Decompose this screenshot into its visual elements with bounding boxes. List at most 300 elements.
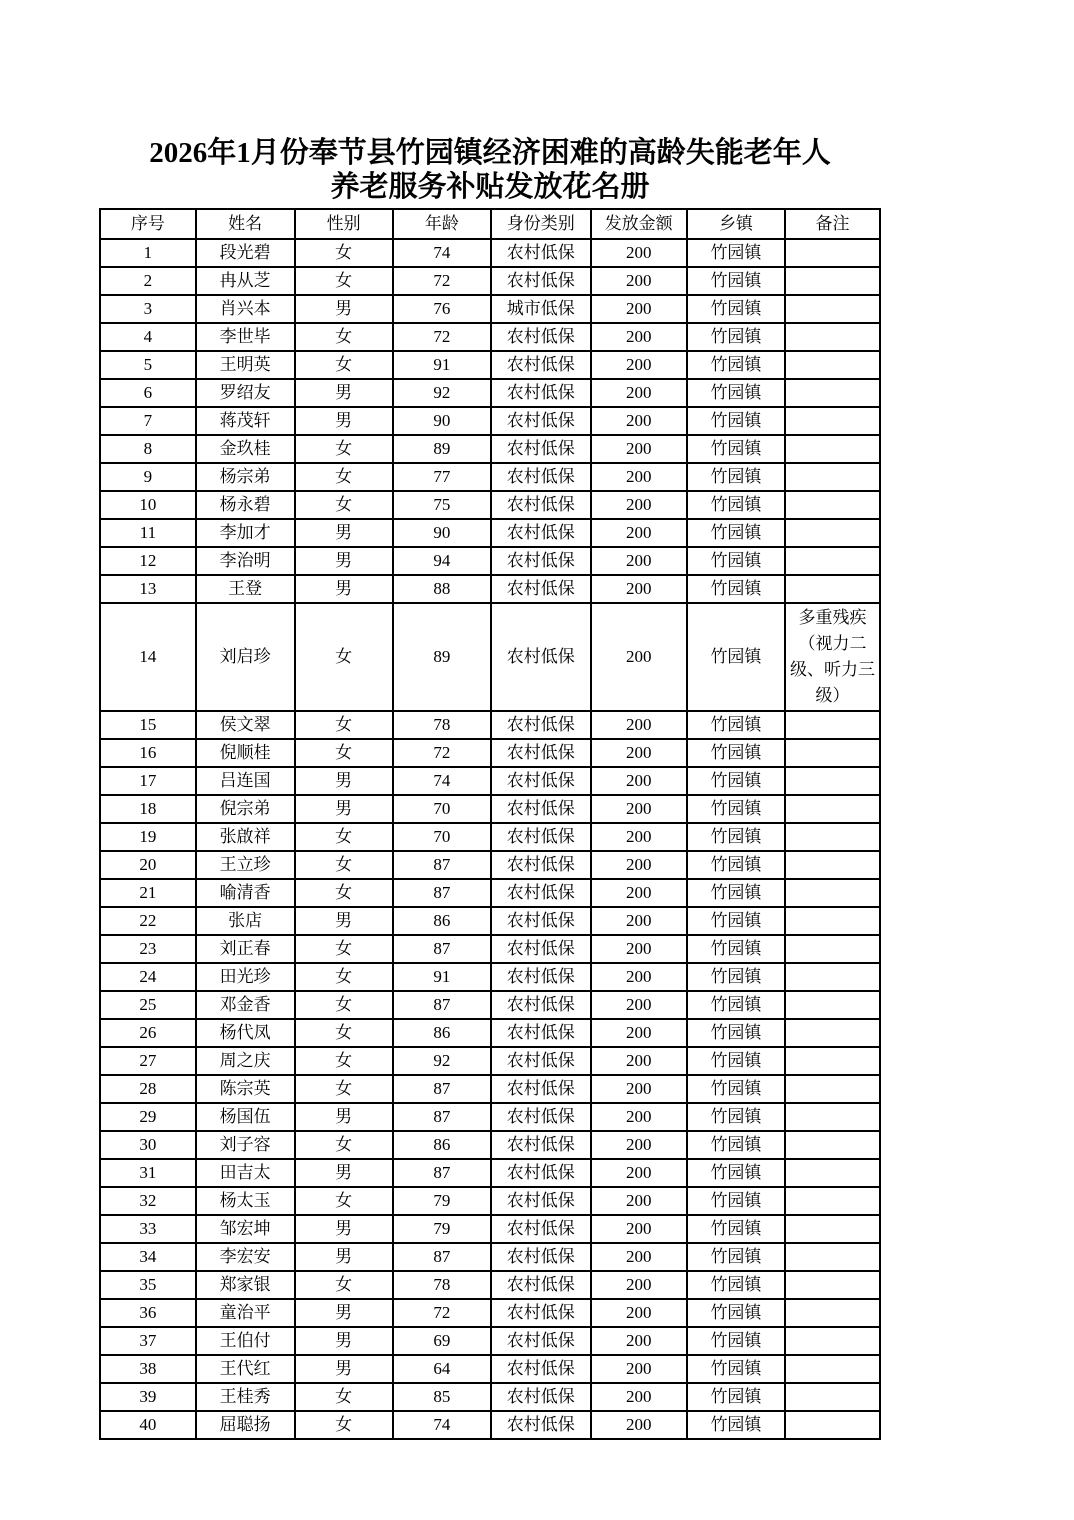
cell-amount: 200 bbox=[591, 1103, 687, 1131]
cell-township: 竹园镇 bbox=[687, 1271, 785, 1299]
cell-age: 69 bbox=[393, 1327, 491, 1355]
table-row bbox=[100, 767, 880, 795]
cell-gender: 男 bbox=[295, 379, 393, 407]
cell-township: 竹园镇 bbox=[687, 603, 785, 711]
cell-index: 12 bbox=[100, 547, 196, 575]
cell-amount: 200 bbox=[591, 351, 687, 379]
cell-category: 农村低保 bbox=[491, 711, 591, 739]
cell-age: 90 bbox=[393, 407, 491, 435]
cell-gender: 女 bbox=[295, 463, 393, 491]
table-row bbox=[100, 1019, 880, 1047]
cell-category: 农村低保 bbox=[491, 575, 591, 603]
cell-age: 92 bbox=[393, 379, 491, 407]
cell-age: 64 bbox=[393, 1355, 491, 1383]
cell-category: 农村低保 bbox=[491, 1383, 591, 1411]
cell-gender: 女 bbox=[295, 935, 393, 963]
cell-gender: 女 bbox=[295, 351, 393, 379]
cell-name: 屈聪扬 bbox=[196, 1411, 295, 1439]
cell-township: 竹园镇 bbox=[687, 851, 785, 879]
cell-gender: 男 bbox=[295, 407, 393, 435]
cell-amount: 200 bbox=[591, 1131, 687, 1159]
cell-age: 72 bbox=[393, 1299, 491, 1327]
cell-age: 94 bbox=[393, 547, 491, 575]
cell-index: 26 bbox=[100, 1019, 196, 1047]
cell-age: 89 bbox=[393, 603, 491, 711]
cell-remark bbox=[785, 1019, 880, 1047]
cell-township: 竹园镇 bbox=[687, 1131, 785, 1159]
cell-township: 竹园镇 bbox=[687, 547, 785, 575]
cell-index: 35 bbox=[100, 1271, 196, 1299]
table-row bbox=[100, 547, 880, 575]
cell-gender: 女 bbox=[295, 991, 393, 1019]
cell-remark bbox=[785, 1187, 880, 1215]
cell-category: 农村低保 bbox=[491, 407, 591, 435]
cell-township: 竹园镇 bbox=[687, 323, 785, 351]
cell-township: 竹园镇 bbox=[687, 1019, 785, 1047]
cell-amount: 200 bbox=[591, 907, 687, 935]
cell-category: 农村低保 bbox=[491, 519, 591, 547]
cell-gender: 女 bbox=[295, 963, 393, 991]
cell-name: 冉从芝 bbox=[196, 267, 295, 295]
cell-gender: 女 bbox=[295, 851, 393, 879]
cell-index: 2 bbox=[100, 267, 196, 295]
cell-name: 邓金香 bbox=[196, 991, 295, 1019]
cell-category: 农村低保 bbox=[491, 603, 591, 711]
cell-gender: 女 bbox=[295, 1271, 393, 1299]
cell-amount: 200 bbox=[591, 1159, 687, 1187]
cell-age: 72 bbox=[393, 323, 491, 351]
cell-category: 农村低保 bbox=[491, 1047, 591, 1075]
cell-name: 李世毕 bbox=[196, 323, 295, 351]
table-row bbox=[100, 991, 880, 1019]
table-body bbox=[100, 239, 880, 1439]
cell-township: 竹园镇 bbox=[687, 1075, 785, 1103]
cell-category: 城市低保 bbox=[491, 295, 591, 323]
cell-name: 王桂秀 bbox=[196, 1383, 295, 1411]
cell-amount: 200 bbox=[591, 1355, 687, 1383]
cell-remark bbox=[785, 379, 880, 407]
cell-name: 杨永碧 bbox=[196, 491, 295, 519]
cell-index: 16 bbox=[100, 739, 196, 767]
cell-amount: 200 bbox=[591, 323, 687, 351]
cell-amount: 200 bbox=[591, 879, 687, 907]
table-row bbox=[100, 491, 880, 519]
cell-remark bbox=[785, 1383, 880, 1411]
cell-name: 陈宗英 bbox=[196, 1075, 295, 1103]
cell-category: 农村低保 bbox=[491, 935, 591, 963]
cell-index: 23 bbox=[100, 935, 196, 963]
cell-category: 农村低保 bbox=[491, 267, 591, 295]
header-index: 序号 bbox=[100, 209, 196, 239]
cell-name: 罗绍友 bbox=[196, 379, 295, 407]
cell-gender: 女 bbox=[295, 323, 393, 351]
cell-remark bbox=[785, 823, 880, 851]
cell-category: 农村低保 bbox=[491, 1243, 591, 1271]
cell-remark bbox=[785, 907, 880, 935]
cell-name: 童治平 bbox=[196, 1299, 295, 1327]
cell-remark bbox=[785, 767, 880, 795]
cell-index: 20 bbox=[100, 851, 196, 879]
cell-category: 农村低保 bbox=[491, 879, 591, 907]
cell-amount: 200 bbox=[591, 711, 687, 739]
cell-amount: 200 bbox=[591, 1075, 687, 1103]
cell-gender: 女 bbox=[295, 603, 393, 711]
cell-age: 87 bbox=[393, 851, 491, 879]
cell-index: 4 bbox=[100, 323, 196, 351]
cell-township: 竹园镇 bbox=[687, 1215, 785, 1243]
cell-remark bbox=[785, 1159, 880, 1187]
cell-amount: 200 bbox=[591, 739, 687, 767]
table-row bbox=[100, 1355, 880, 1383]
cell-name: 肖兴本 bbox=[196, 295, 295, 323]
cell-amount: 200 bbox=[591, 1271, 687, 1299]
cell-remark bbox=[785, 267, 880, 295]
cell-gender: 男 bbox=[295, 795, 393, 823]
cell-index: 34 bbox=[100, 1243, 196, 1271]
cell-name: 李治明 bbox=[196, 547, 295, 575]
cell-category: 农村低保 bbox=[491, 1159, 591, 1187]
cell-township: 竹园镇 bbox=[687, 575, 785, 603]
cell-remark bbox=[785, 323, 880, 351]
cell-amount: 200 bbox=[591, 1383, 687, 1411]
table-row bbox=[100, 1327, 880, 1355]
cell-age: 87 bbox=[393, 1075, 491, 1103]
cell-gender: 女 bbox=[295, 435, 393, 463]
table-row bbox=[100, 1103, 880, 1131]
cell-category: 农村低保 bbox=[491, 1019, 591, 1047]
cell-remark bbox=[785, 575, 880, 603]
table-row bbox=[100, 1299, 880, 1327]
cell-gender: 女 bbox=[295, 1047, 393, 1075]
cell-name: 段光碧 bbox=[196, 239, 295, 267]
cell-remark: 多重残疾（视力二级、听力三级） bbox=[785, 603, 880, 711]
cell-category: 农村低保 bbox=[491, 991, 591, 1019]
cell-name: 喻清香 bbox=[196, 879, 295, 907]
table-row bbox=[100, 739, 880, 767]
cell-name: 吕连国 bbox=[196, 767, 295, 795]
cell-remark bbox=[785, 963, 880, 991]
cell-amount: 200 bbox=[591, 1187, 687, 1215]
cell-gender: 男 bbox=[295, 1299, 393, 1327]
header-amount: 发放金额 bbox=[591, 209, 687, 239]
cell-index: 7 bbox=[100, 407, 196, 435]
cell-remark bbox=[785, 1243, 880, 1271]
cell-name: 王伯付 bbox=[196, 1327, 295, 1355]
cell-name: 王明英 bbox=[196, 351, 295, 379]
cell-township: 竹园镇 bbox=[687, 795, 785, 823]
page-title bbox=[99, 136, 881, 204]
cell-gender: 女 bbox=[295, 1383, 393, 1411]
cell-age: 72 bbox=[393, 267, 491, 295]
table-row bbox=[100, 1047, 880, 1075]
cell-category: 农村低保 bbox=[491, 547, 591, 575]
cell-age: 87 bbox=[393, 1159, 491, 1187]
cell-amount: 200 bbox=[591, 963, 687, 991]
cell-gender: 男 bbox=[295, 907, 393, 935]
cell-gender: 女 bbox=[295, 823, 393, 851]
cell-gender: 女 bbox=[295, 1187, 393, 1215]
cell-township: 竹园镇 bbox=[687, 1159, 785, 1187]
cell-amount: 200 bbox=[591, 1327, 687, 1355]
cell-index: 32 bbox=[100, 1187, 196, 1215]
cell-category: 农村低保 bbox=[491, 351, 591, 379]
cell-township: 竹园镇 bbox=[687, 963, 785, 991]
page-title-line2: 养老服务补贴发放花名册 bbox=[330, 171, 650, 203]
cell-category: 农村低保 bbox=[491, 1075, 591, 1103]
cell-category: 农村低保 bbox=[491, 435, 591, 463]
cell-index: 25 bbox=[100, 991, 196, 1019]
cell-age: 87 bbox=[393, 935, 491, 963]
cell-name: 张店 bbox=[196, 907, 295, 935]
table-row bbox=[100, 935, 880, 963]
cell-amount: 200 bbox=[591, 823, 687, 851]
table-row bbox=[100, 1215, 880, 1243]
cell-name: 刘正春 bbox=[196, 935, 295, 963]
table-row bbox=[100, 463, 880, 491]
table-row bbox=[100, 295, 880, 323]
cell-township: 竹园镇 bbox=[687, 1187, 785, 1215]
cell-gender: 女 bbox=[295, 239, 393, 267]
cell-gender: 男 bbox=[295, 1355, 393, 1383]
cell-age: 87 bbox=[393, 1103, 491, 1131]
cell-gender: 女 bbox=[295, 267, 393, 295]
cell-remark bbox=[785, 1355, 880, 1383]
cell-gender: 女 bbox=[295, 879, 393, 907]
cell-remark bbox=[785, 879, 880, 907]
cell-gender: 男 bbox=[295, 1243, 393, 1271]
cell-index: 5 bbox=[100, 351, 196, 379]
cell-remark bbox=[785, 407, 880, 435]
cell-category: 农村低保 bbox=[491, 1411, 591, 1439]
cell-index: 3 bbox=[100, 295, 196, 323]
cell-age: 79 bbox=[393, 1187, 491, 1215]
cell-amount: 200 bbox=[591, 575, 687, 603]
cell-name: 侯文翠 bbox=[196, 711, 295, 739]
cell-remark bbox=[785, 991, 880, 1019]
cell-name: 倪顺桂 bbox=[196, 739, 295, 767]
document-sheet bbox=[99, 136, 881, 1440]
cell-township: 竹园镇 bbox=[687, 463, 785, 491]
table-row bbox=[100, 435, 880, 463]
cell-remark bbox=[785, 1047, 880, 1075]
cell-index: 19 bbox=[100, 823, 196, 851]
cell-remark bbox=[785, 935, 880, 963]
cell-gender: 男 bbox=[295, 519, 393, 547]
cell-gender: 女 bbox=[295, 491, 393, 519]
cell-amount: 200 bbox=[591, 239, 687, 267]
cell-index: 27 bbox=[100, 1047, 196, 1075]
cell-remark bbox=[785, 239, 880, 267]
cell-gender: 女 bbox=[295, 1075, 393, 1103]
table-row bbox=[100, 575, 880, 603]
table-row bbox=[100, 795, 880, 823]
cell-age: 74 bbox=[393, 239, 491, 267]
cell-township: 竹园镇 bbox=[687, 1299, 785, 1327]
cell-amount: 200 bbox=[591, 1019, 687, 1047]
cell-amount: 200 bbox=[591, 1299, 687, 1327]
cell-age: 86 bbox=[393, 1131, 491, 1159]
cell-township: 竹园镇 bbox=[687, 1411, 785, 1439]
cell-age: 92 bbox=[393, 1047, 491, 1075]
header-age: 年龄 bbox=[393, 209, 491, 239]
cell-name: 李宏安 bbox=[196, 1243, 295, 1271]
header-township: 乡镇 bbox=[687, 209, 785, 239]
cell-name: 杨国伍 bbox=[196, 1103, 295, 1131]
cell-amount: 200 bbox=[591, 935, 687, 963]
cell-category: 农村低保 bbox=[491, 379, 591, 407]
cell-category: 农村低保 bbox=[491, 1187, 591, 1215]
cell-township: 竹园镇 bbox=[687, 1383, 785, 1411]
table-row bbox=[100, 351, 880, 379]
cell-amount: 200 bbox=[591, 1411, 687, 1439]
cell-age: 87 bbox=[393, 991, 491, 1019]
cell-amount: 200 bbox=[591, 991, 687, 1019]
cell-age: 72 bbox=[393, 739, 491, 767]
table-row bbox=[100, 267, 880, 295]
cell-amount: 200 bbox=[591, 435, 687, 463]
cell-amount: 200 bbox=[591, 519, 687, 547]
cell-amount: 200 bbox=[591, 463, 687, 491]
cell-gender: 男 bbox=[295, 295, 393, 323]
cell-name: 杨代凤 bbox=[196, 1019, 295, 1047]
cell-amount: 200 bbox=[591, 407, 687, 435]
cell-index: 17 bbox=[100, 767, 196, 795]
cell-age: 85 bbox=[393, 1383, 491, 1411]
cell-age: 70 bbox=[393, 795, 491, 823]
cell-category: 农村低保 bbox=[491, 1327, 591, 1355]
cell-index: 31 bbox=[100, 1159, 196, 1187]
cell-age: 87 bbox=[393, 1243, 491, 1271]
cell-amount: 200 bbox=[591, 1215, 687, 1243]
cell-remark bbox=[785, 295, 880, 323]
cell-age: 78 bbox=[393, 711, 491, 739]
cell-gender: 女 bbox=[295, 739, 393, 767]
cell-name: 周之庆 bbox=[196, 1047, 295, 1075]
cell-index: 38 bbox=[100, 1355, 196, 1383]
cell-remark bbox=[785, 1271, 880, 1299]
cell-name: 郑家银 bbox=[196, 1271, 295, 1299]
cell-index: 39 bbox=[100, 1383, 196, 1411]
cell-category: 农村低保 bbox=[491, 1271, 591, 1299]
cell-amount: 200 bbox=[591, 295, 687, 323]
table-row bbox=[100, 1075, 880, 1103]
cell-index: 24 bbox=[100, 963, 196, 991]
cell-township: 竹园镇 bbox=[687, 491, 785, 519]
cell-category: 农村低保 bbox=[491, 739, 591, 767]
cell-remark bbox=[785, 1411, 880, 1439]
cell-age: 88 bbox=[393, 575, 491, 603]
cell-township: 竹园镇 bbox=[687, 1243, 785, 1271]
cell-index: 28 bbox=[100, 1075, 196, 1103]
cell-gender: 男 bbox=[295, 1159, 393, 1187]
cell-age: 91 bbox=[393, 963, 491, 991]
cell-age: 70 bbox=[393, 823, 491, 851]
cell-age: 89 bbox=[393, 435, 491, 463]
cell-remark bbox=[785, 1299, 880, 1327]
page-title-line1: 2026年1月份奉节县竹园镇经济困难的高龄失能老年人 bbox=[149, 137, 831, 169]
cell-remark bbox=[785, 711, 880, 739]
cell-index: 33 bbox=[100, 1215, 196, 1243]
cell-remark bbox=[785, 519, 880, 547]
table-row bbox=[100, 603, 880, 711]
table-row bbox=[100, 907, 880, 935]
cell-gender: 男 bbox=[295, 1327, 393, 1355]
cell-remark bbox=[785, 795, 880, 823]
cell-category: 农村低保 bbox=[491, 907, 591, 935]
cell-amount: 200 bbox=[591, 1243, 687, 1271]
cell-remark bbox=[785, 1103, 880, 1131]
cell-index: 18 bbox=[100, 795, 196, 823]
cell-township: 竹园镇 bbox=[687, 239, 785, 267]
cell-category: 农村低保 bbox=[491, 491, 591, 519]
table-row bbox=[100, 823, 880, 851]
cell-remark bbox=[785, 739, 880, 767]
cell-name: 杨宗弟 bbox=[196, 463, 295, 491]
cell-category: 农村低保 bbox=[491, 795, 591, 823]
cell-index: 22 bbox=[100, 907, 196, 935]
cell-age: 74 bbox=[393, 767, 491, 795]
cell-name: 杨太玉 bbox=[196, 1187, 295, 1215]
header-gender: 性别 bbox=[295, 209, 393, 239]
cell-township: 竹园镇 bbox=[687, 935, 785, 963]
header-remark: 备注 bbox=[785, 209, 880, 239]
cell-township: 竹园镇 bbox=[687, 379, 785, 407]
cell-gender: 男 bbox=[295, 575, 393, 603]
cell-age: 77 bbox=[393, 463, 491, 491]
cell-name: 刘启珍 bbox=[196, 603, 295, 711]
cell-township: 竹园镇 bbox=[687, 767, 785, 795]
cell-gender: 女 bbox=[295, 711, 393, 739]
cell-category: 农村低保 bbox=[491, 1103, 591, 1131]
cell-index: 36 bbox=[100, 1299, 196, 1327]
table-row bbox=[100, 1411, 880, 1439]
cell-age: 75 bbox=[393, 491, 491, 519]
cell-township: 竹园镇 bbox=[687, 351, 785, 379]
cell-age: 79 bbox=[393, 1215, 491, 1243]
cell-index: 30 bbox=[100, 1131, 196, 1159]
cell-category: 农村低保 bbox=[491, 767, 591, 795]
cell-index: 11 bbox=[100, 519, 196, 547]
cell-amount: 200 bbox=[591, 379, 687, 407]
cell-township: 竹园镇 bbox=[687, 991, 785, 1019]
cell-name: 田吉太 bbox=[196, 1159, 295, 1187]
table-header-row bbox=[100, 209, 880, 239]
cell-age: 86 bbox=[393, 907, 491, 935]
cell-name: 田光珍 bbox=[196, 963, 295, 991]
cell-remark bbox=[785, 1215, 880, 1243]
cell-index: 9 bbox=[100, 463, 196, 491]
cell-remark bbox=[785, 1075, 880, 1103]
cell-township: 竹园镇 bbox=[687, 879, 785, 907]
cell-remark bbox=[785, 851, 880, 879]
cell-amount: 200 bbox=[591, 491, 687, 519]
table-row bbox=[100, 711, 880, 739]
cell-remark bbox=[785, 435, 880, 463]
cell-name: 李加才 bbox=[196, 519, 295, 547]
cell-name: 王登 bbox=[196, 575, 295, 603]
table-row bbox=[100, 1131, 880, 1159]
header-category: 身份类别 bbox=[491, 209, 591, 239]
table-row bbox=[100, 879, 880, 907]
cell-category: 农村低保 bbox=[491, 323, 591, 351]
cell-category: 农村低保 bbox=[491, 239, 591, 267]
cell-township: 竹园镇 bbox=[687, 1327, 785, 1355]
table-row bbox=[100, 851, 880, 879]
cell-township: 竹园镇 bbox=[687, 907, 785, 935]
cell-gender: 女 bbox=[295, 1131, 393, 1159]
header-name: 姓名 bbox=[196, 209, 295, 239]
cell-amount: 200 bbox=[591, 795, 687, 823]
